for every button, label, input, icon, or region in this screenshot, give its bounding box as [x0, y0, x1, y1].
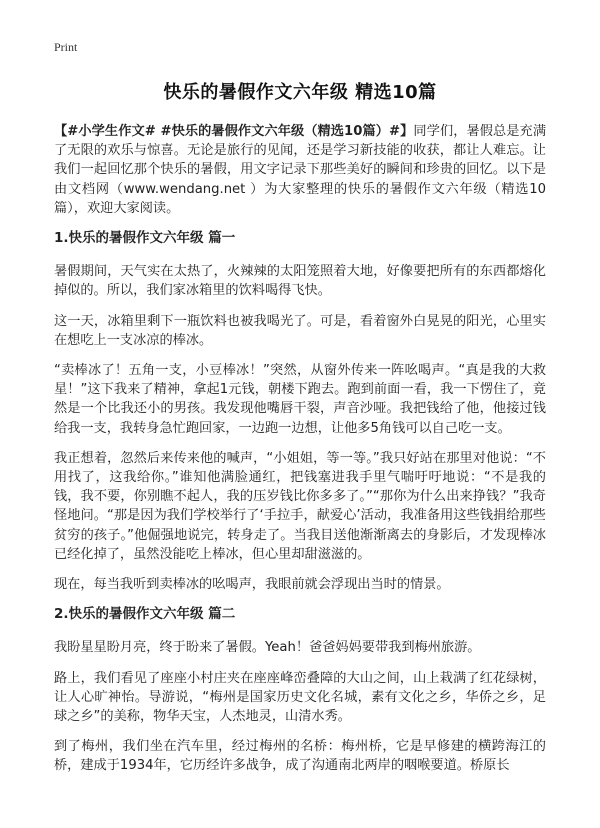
section-heading-2: 2.快乐的暑假作文六年级 篇二 [54, 606, 236, 623]
paragraph: 路上，我们看见了座座小村庄夹在座座峰峦叠障的大山之间，山上栽满了红花绿树，让人心旷神怡。导游说，“梅州是国家历史文化名城，素有文化之乡，华侨之乡，足球之乡”的美称，物华天宝，人杰地灵，山清水秀。 [54, 670, 546, 725]
paragraph: 这一天，冰箱里剩下一瓶饮料也被我喝光了。可是，看着窗外白晃晃的阳光，心里实在想吃上一支冰凉的棒冰。 [54, 313, 546, 348]
intro-paragraph [54, 122, 546, 218]
paragraph: 暑假期间，天气实在太热了，火辣辣的太阳笼照着大地，好像要把所有的东西都熔化掉似的。所以，我们家冰箱里的饮料喝得飞快。 [54, 264, 546, 299]
paragraph: 我正想着，忽然后来传来他的喊声，“小姐姐，等一等。”我只好站在那里对他说：“不用找了，这我给你。”谁知他满脸通红，把钱塞进我手里气喘吁吁地说：“不是我的钱，我不要，你别瞧不起人，我的压岁钱比你多多了。”“那你为什么出来挣钱？”我奇怪地问。“那是因为我们学校举行了‘手拉手，献爱心’活动，我准备用这些钱捐给那些贫穷的孩子。”他倔强地说完，转身走了。当我目送他渐渐离去的身影后，才发现棒冰已经化掉了，虽然没能吃上棒冰，但心里却甜滋滋的。 [54, 450, 546, 562]
section-heading-1: 1.快乐的暑假作文六年级 篇一 [54, 230, 236, 247]
paragraph: 到了梅州，我们坐在汽车里，经过梅州的名桥：梅州桥，它是早修建的横跨海江的桥，建成于1934年，它历经许多战争，成了沟通南北两岸的咽喉要道。桥原长 [54, 739, 546, 774]
intro-tag: 【#小学生作文# #快乐的暑假作文六年级（精选10篇）#】 [54, 124, 414, 139]
paragraph: “卖棒冰了！五角一支，小豆棒冰！”突然，从窗外传来一阵吆喝声。“真是我的大救星！”这下我来了精神，拿起1元钱，朝楼下跑去。跑到前面一看，我一下愣住了，竟然是一个比我还小的男孩。我发现他嘴唇干裂，声音沙哑。我把钱给了他，他接过钱给我一支，我转身急忙跑回家，一边跑一边想，让他多5角钱可以自己吃一支。 [54, 363, 546, 436]
paragraph: 现在，每当我听到卖棒冰的吆喝声，我眼前就会浮现出当时的情景。 [54, 577, 450, 593]
document-body [54, 122, 546, 787]
paragraph: 我盼星星盼月亮，终于盼来了暑假。Yeah！爸爸妈妈要带我到梅州旅游。 [54, 640, 481, 656]
page-title: 快乐的暑假作文六年级 精选10篇 [163, 82, 437, 103]
print-label: Print [54, 40, 78, 54]
intro-text: 同学们，暑假总是充满了无限的欢乐与惊喜。无论是旅行的见闻，还是学习新技能的收获，都让人难忘。让我们一起回忆那个快乐的暑假，用文字记录下那些美好的瞬间和珍贵的回忆。以下是由文档网（www.wendang.net ）为大家整理的快乐的暑假作文六年级（精选10篇），欢迎大家阅读。 [54, 124, 547, 216]
